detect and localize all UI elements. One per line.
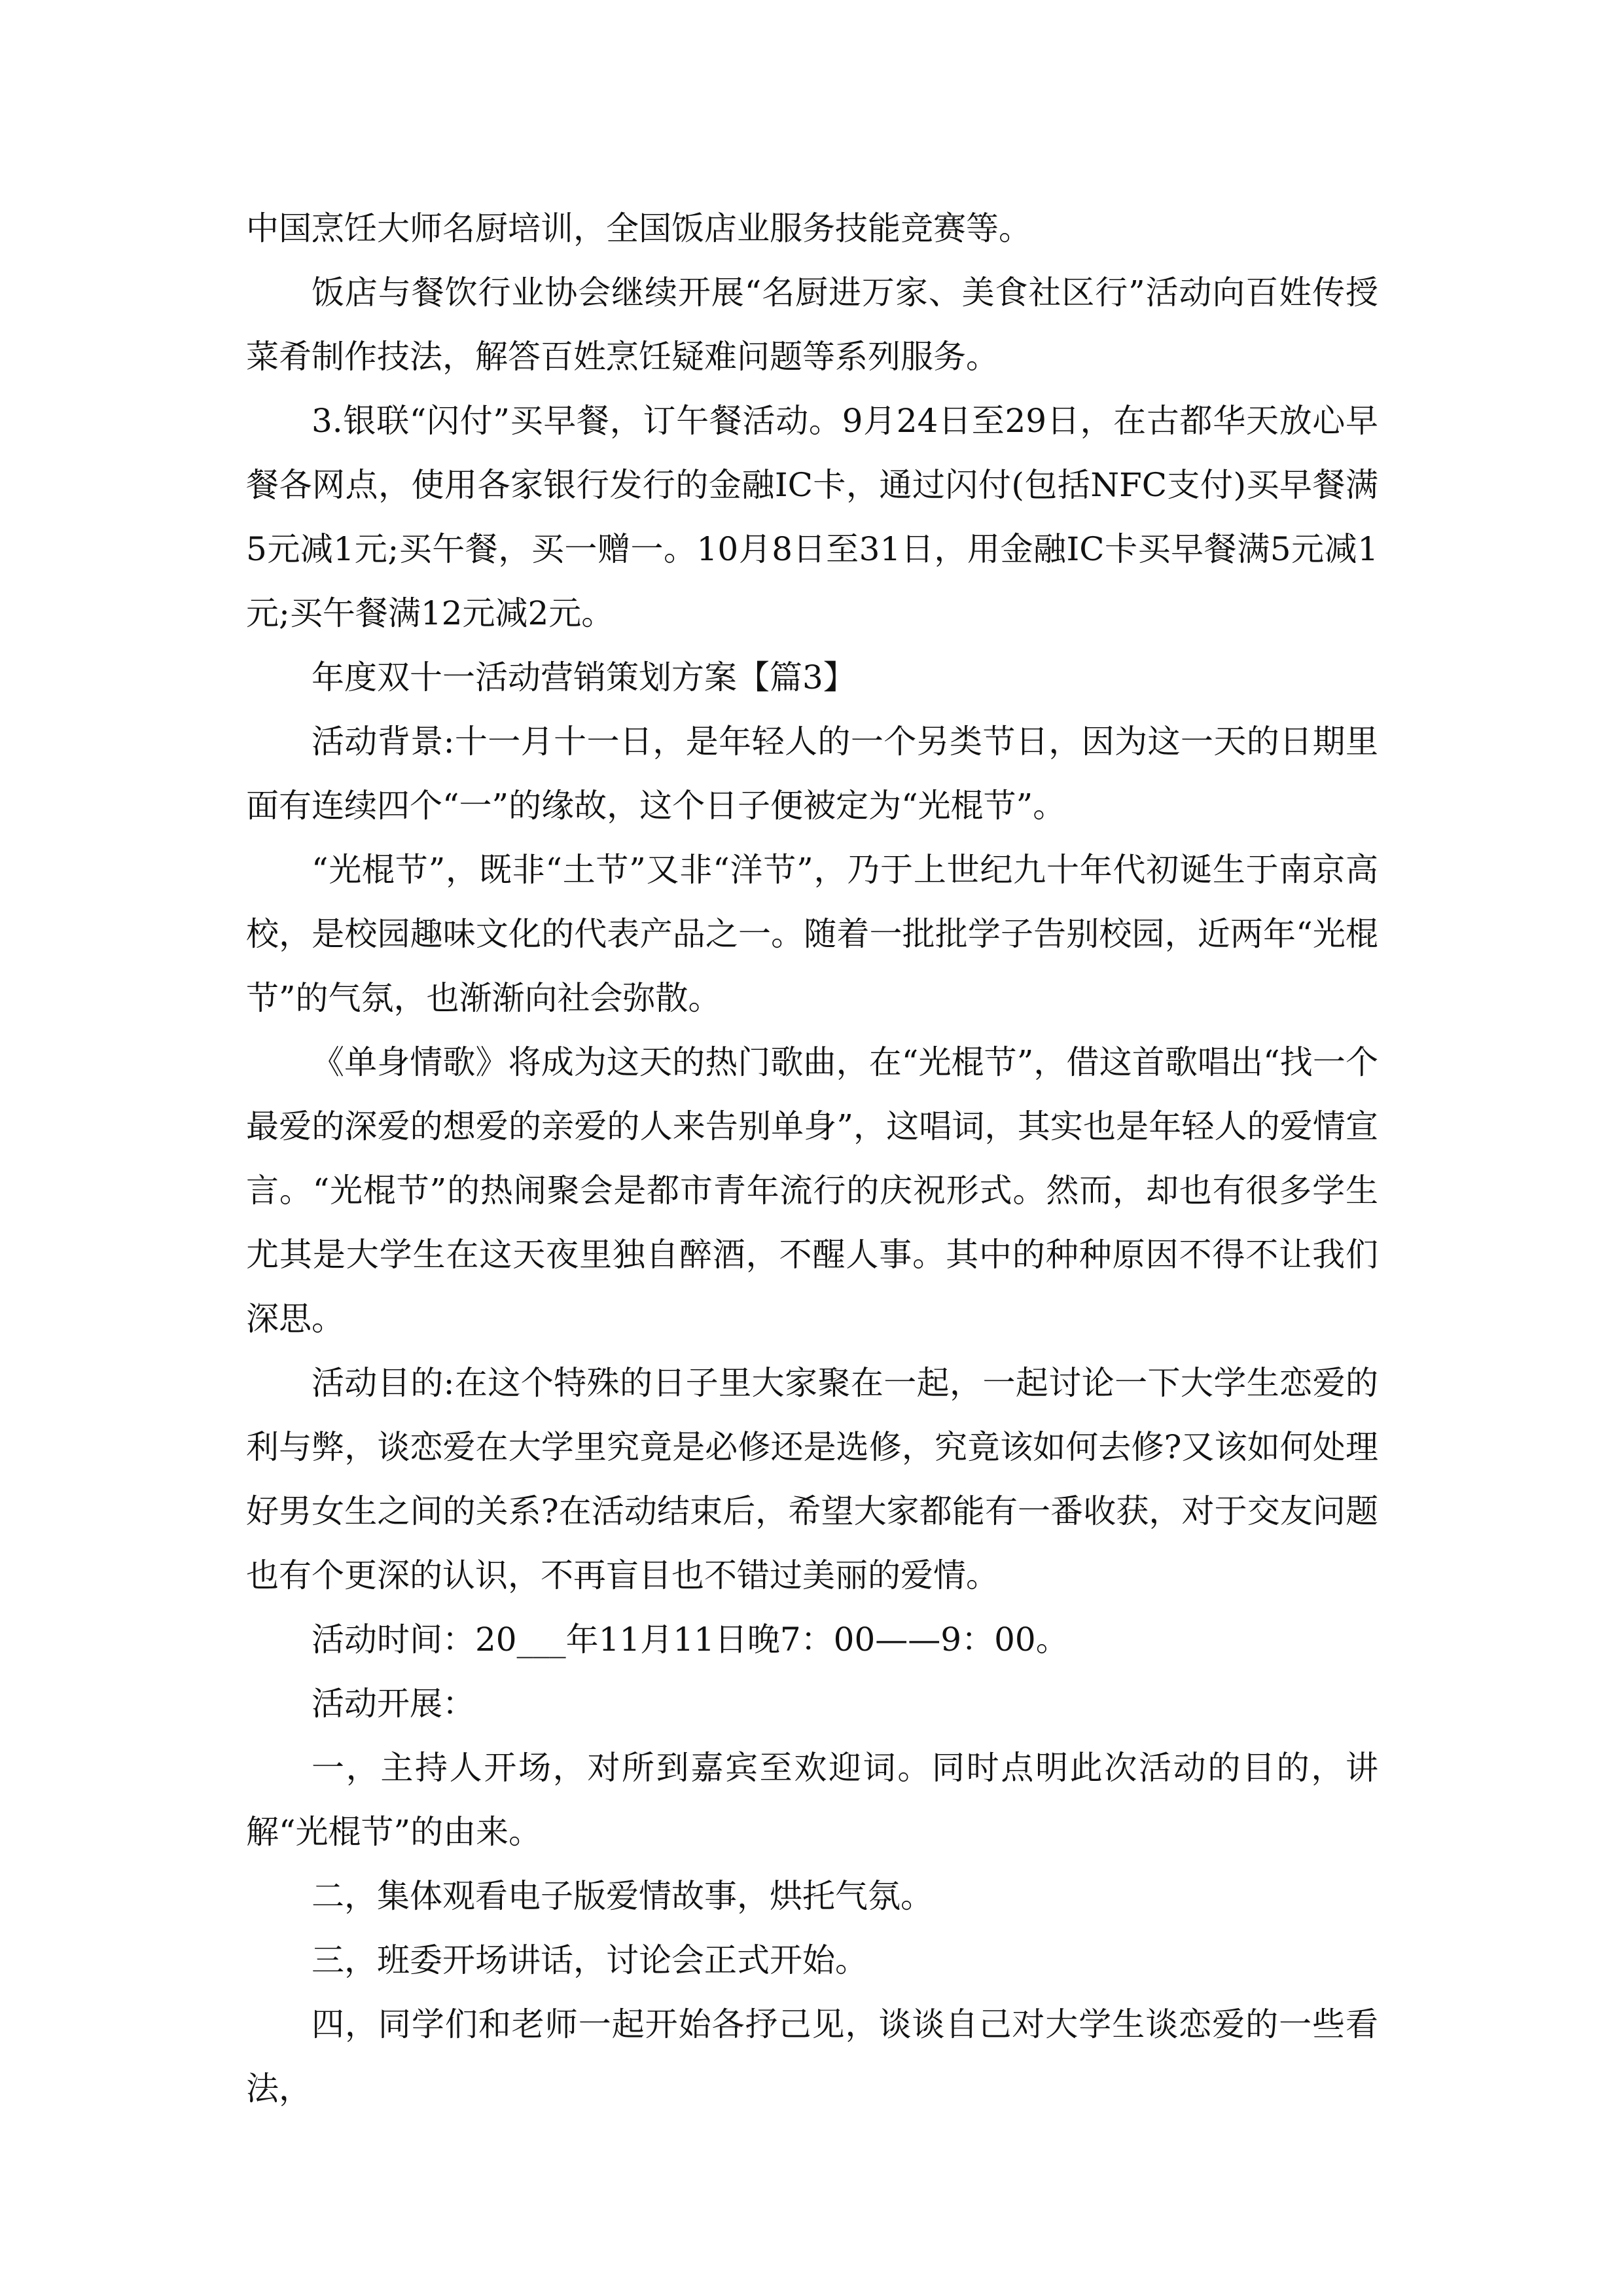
paragraph-3: 3.银联“闪付”买早餐，订午餐活动。9月24日至29日，在古都华天放心早餐各网点，使用各家银行发行的金融IC卡，通过闪付(包括NFC支付)买早餐满5元减1元;买午餐，买一赠一。10月8日至31日，用金融IC卡买早餐满5元减1元;买午餐满12元减2元。 (246, 402, 1378, 632)
paragraph-song: 《单身情歌》将成为这天的热门歌曲，在“光棍节”，借这首歌唱出“找一个最爱的深爱的想爱的亲爱的人来告别单身”，这唱词，其实也是年轻人的爱情宣言。“光棍节”的热闹聚会是都市青年流行的庆祝形式。然而，却也有很多学生尤其是大学生在这天夜里独自醉酒，不醒人事。其中的种种原因不得不让我们深思。 (246, 1043, 1378, 1338)
list-item-4: 四，同学们和老师一起开始各抒己见，谈谈自己对大学生谈恋爱的一些看法， (246, 2005, 1378, 2108)
paragraph-time: 活动时间：20___年11月11日晚7：00——9：00。 (312, 1621, 1069, 1659)
section-heading: 年度双十一活动营销策划方案【篇3】 (312, 658, 856, 696)
paragraph-background: 活动背景:十一月十一日，是年轻人的一个另类节日，因为这一天的日期里面有连续四个“一”的缘故，这个日子便被定为“光棍节”。 (246, 723, 1378, 825)
list-item-3: 三，班委开场讲话，讨论会正式开始。 (312, 1941, 868, 1979)
document-body (246, 196, 1378, 2121)
list-item-2: 二，集体观看电子版爱情故事，烘托气氛。 (312, 1877, 933, 1915)
list-item-1: 一，主持人开场，对所到嘉宾至欢迎词。同时点明此次活动的目的，讲解“光棍节”的由来。 (246, 1749, 1378, 1851)
paragraph-origin: “光棍节”，既非“土节”又非“洋节”，乃于上世纪九十年代初诞生于南京高校，是校园趣味文化的代表产品之一。随着一批批学子告别校园，近两年“光棍节”的气氛，也渐渐向社会弥散。 (246, 851, 1378, 1017)
paragraph-purpose: 活动目的:在这个特殊的日子里大家聚在一起，一起讨论一下大学生恋爱的利与弊，谈恋爱在大学里究竟是必修还是选修，究竟该如何去修?又该如何处理好男女生之间的关系?在活动结束后，希望大家都能有一番收获，对于交友问题也有个更深的认识，不再盲目也不错过美丽的爱情。 (246, 1364, 1378, 1594)
paragraph-activities-heading: 活动开展： (312, 1685, 475, 1723)
paragraph-1: 中国烹饪大师名厨培训，全国饭店业服务技能竞赛等。 (246, 209, 1031, 247)
paragraph-2: 饭店与餐饮行业协会继续开展“名厨进万家、美食社区行”活动向百姓传授菜肴制作技法，解答百姓烹饪疑难问题等系列服务。 (246, 274, 1378, 376)
